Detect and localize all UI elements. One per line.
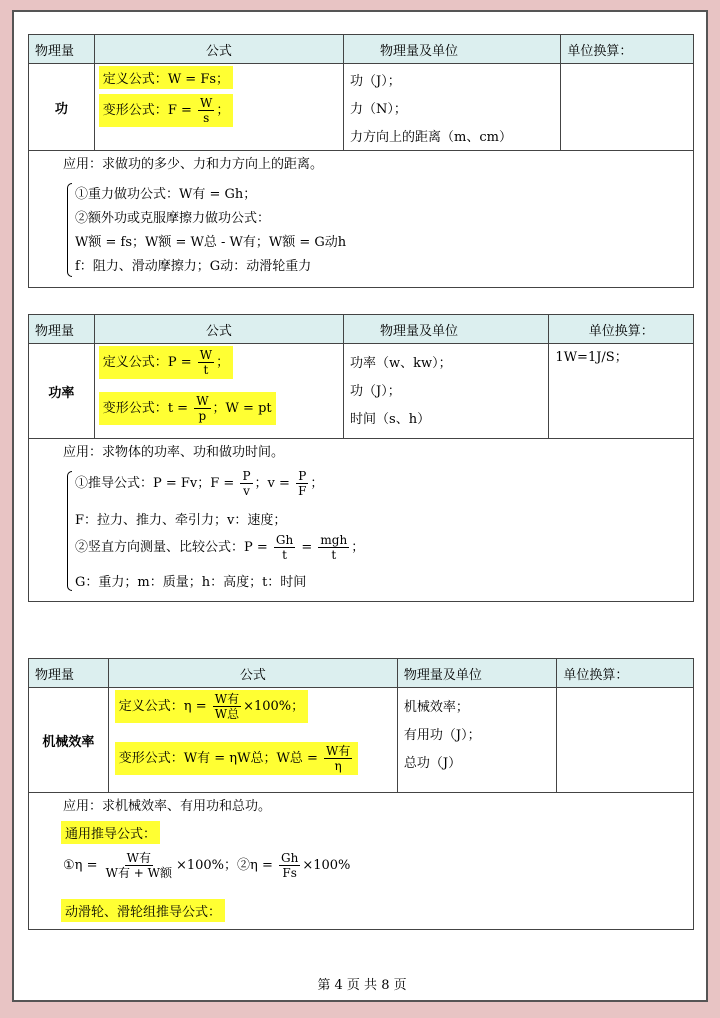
quantity-name: 功 (29, 64, 95, 150)
header-quantity: 物理量 (29, 35, 95, 63)
table-row (29, 344, 693, 439)
header-units: 物理量及单位 (344, 35, 561, 63)
fraction (194, 394, 210, 423)
def-formula: W = Fs； (167, 72, 230, 87)
definition-formula: 定义公式：P = $\frac{W}{t}$ ； (99, 346, 233, 379)
numerator: W有 (126, 851, 151, 865)
conversion-cell (549, 344, 693, 438)
application-section (29, 439, 693, 599)
header-quantity: 物理量 (29, 659, 109, 687)
formula-line (63, 851, 350, 880)
table-header (29, 35, 693, 64)
denominator: Fs (282, 866, 297, 880)
numerator: W有 (325, 744, 351, 758)
table-row (29, 64, 693, 151)
def-label: 定义公式： (102, 355, 168, 370)
variant-formula (99, 392, 276, 425)
unit-line: 有用功（J）； (403, 728, 481, 743)
denominator: F (298, 484, 307, 498)
application-text: 应用：求做功的多少、力和力方向上的距离。 (63, 157, 324, 172)
application-text: 应用：求物体的功率、功和做功时间。 (63, 445, 285, 460)
def-tail: ×100%； (243, 699, 305, 714)
line-text: ×100%；②η = (175, 858, 273, 873)
formula-cell (95, 344, 344, 438)
fraction (318, 533, 349, 562)
unit-line: 功率（w、kw）； (350, 356, 452, 371)
formula-line: ①推导公式：P = Fv；F = $\frac{P}{v}$ ；v = $\frac{P}{F}$ ； (75, 469, 324, 498)
fraction (274, 533, 295, 562)
unit-line: 力方向上的距离（m、cm） (350, 130, 512, 145)
quantity-name: 功率 (29, 344, 95, 438)
formula-cell (95, 64, 344, 150)
formula-line: ②竖直方向测量、比较公式：P = $\frac{Gh}{t}$ = $\frac{\text{mgh}}{t}$ ； (75, 533, 365, 562)
header-formula: 公式 (95, 35, 344, 63)
variant-formula: 变形公式：F = $\frac{W}{s}$ ； (99, 94, 234, 127)
denominator: t (282, 548, 287, 562)
header-quantity: 物理量 (29, 315, 95, 343)
numerator: W有 (214, 692, 240, 706)
formula-line: ①重力做功公式：W有 = Gh； (75, 187, 257, 202)
var-label: 变形公式： (118, 751, 184, 766)
fraction (296, 469, 308, 498)
line-text: ②竖直方向测量、比较公式：P = (75, 540, 268, 555)
line-text: ①η = (63, 858, 98, 873)
header-formula: 公式 (109, 659, 398, 687)
fraction (198, 348, 214, 377)
application-section (29, 793, 693, 931)
numerator: W (196, 394, 209, 408)
formula-line: ②额外功或克服摩擦力做功公式： (75, 211, 271, 226)
header-units: 物理量及单位 (344, 315, 549, 343)
efficiency-table (28, 658, 694, 930)
work-table (28, 34, 694, 288)
header-formula: 公式 (95, 315, 344, 343)
denominator: s (203, 111, 210, 125)
header-units: 物理量及单位 (398, 659, 558, 687)
denominator: W有 + W额 (105, 866, 172, 880)
denominator: η (334, 759, 342, 773)
brace-icon (67, 183, 72, 277)
fraction (240, 469, 252, 498)
unit-line: 力（N）； (350, 102, 407, 117)
definition-formula (99, 66, 233, 89)
power-table (28, 314, 694, 602)
var-extra: ；W = pt (212, 401, 272, 416)
var-label: 变形公式： (102, 401, 168, 416)
var-lhs: F = (167, 103, 192, 118)
formula-cell (109, 688, 398, 792)
formula-line: f：阻力、滑动摩擦力；G动：动滑轮重力 (75, 259, 312, 274)
numerator: W (199, 348, 213, 362)
header-conversion: 单位换算： (588, 323, 654, 339)
def-label: 定义公式： (102, 72, 168, 87)
formula-line: F：拉力、推力、牵引力；v：速度； (75, 513, 287, 528)
document-page (12, 10, 708, 1002)
table-header (29, 659, 693, 688)
units-cell (344, 64, 561, 150)
def-label: 定义公式： (118, 699, 184, 714)
denominator: W总 (214, 707, 240, 721)
denominator: t (203, 363, 209, 377)
table-header (29, 315, 693, 344)
numerator: P (298, 469, 307, 483)
numerator: Gh (280, 851, 299, 865)
var-label: 变形公式： (102, 103, 168, 118)
quantity-name: 机械效率 (29, 688, 109, 792)
header-conversion: 单位换算： (567, 43, 633, 59)
fraction (279, 851, 300, 880)
denominator: t (331, 548, 337, 562)
definition-formula (115, 690, 308, 723)
table-row (29, 688, 693, 793)
fraction (104, 851, 174, 880)
line-text: ×100% (302, 858, 351, 873)
conversion-cell (561, 64, 693, 150)
fraction (324, 744, 352, 773)
application-text: 应用：求机械效率、有用功和总功。 (63, 799, 272, 814)
fraction (213, 692, 241, 721)
application-section (29, 151, 693, 289)
units-cell (344, 344, 549, 438)
line-text: ；v = (254, 476, 290, 491)
unit-line: 时间（s、h） (350, 412, 431, 427)
def-lhs: P = (167, 355, 192, 370)
denominator: p (198, 409, 207, 423)
header-conversion: 单位换算： (563, 667, 629, 683)
units-cell (398, 688, 558, 792)
var-lhs: t = (167, 401, 189, 416)
unit-line: 总功（J） (403, 756, 462, 771)
variant-formula (115, 742, 359, 775)
var-part: W有 = ηW总；W总 = (183, 751, 318, 766)
conversion-text: 1W=1J/S； (555, 350, 628, 365)
pulley-formula-label: 动滑轮、滑轮组推导公式： (61, 899, 225, 922)
fraction (198, 96, 214, 125)
numerator: W (200, 96, 213, 110)
numerator: Gh (275, 533, 294, 547)
numerator: mgh (320, 533, 348, 547)
denominator: v (243, 484, 250, 498)
unit-line: 机械效率； (403, 700, 469, 715)
formula-line: W额 = fs；W额 = W总 - W有；W额 = G动h (75, 235, 347, 250)
def-lhs: η = (183, 699, 207, 714)
line-text: ①推导公式：P = Fv；F = (75, 476, 235, 491)
formula-line: G：重力；m：质量；h：高度；t：时间 (75, 575, 307, 590)
general-formula-label: 通用推导公式： (61, 821, 160, 844)
unit-line: 功（J）； (350, 74, 401, 89)
brace-icon (67, 471, 72, 591)
numerator: P (242, 469, 251, 483)
page-footer: 第 4 页 共 8 页 (317, 978, 407, 993)
conversion-cell (557, 688, 693, 792)
unit-line: 功（J）； (350, 384, 401, 399)
